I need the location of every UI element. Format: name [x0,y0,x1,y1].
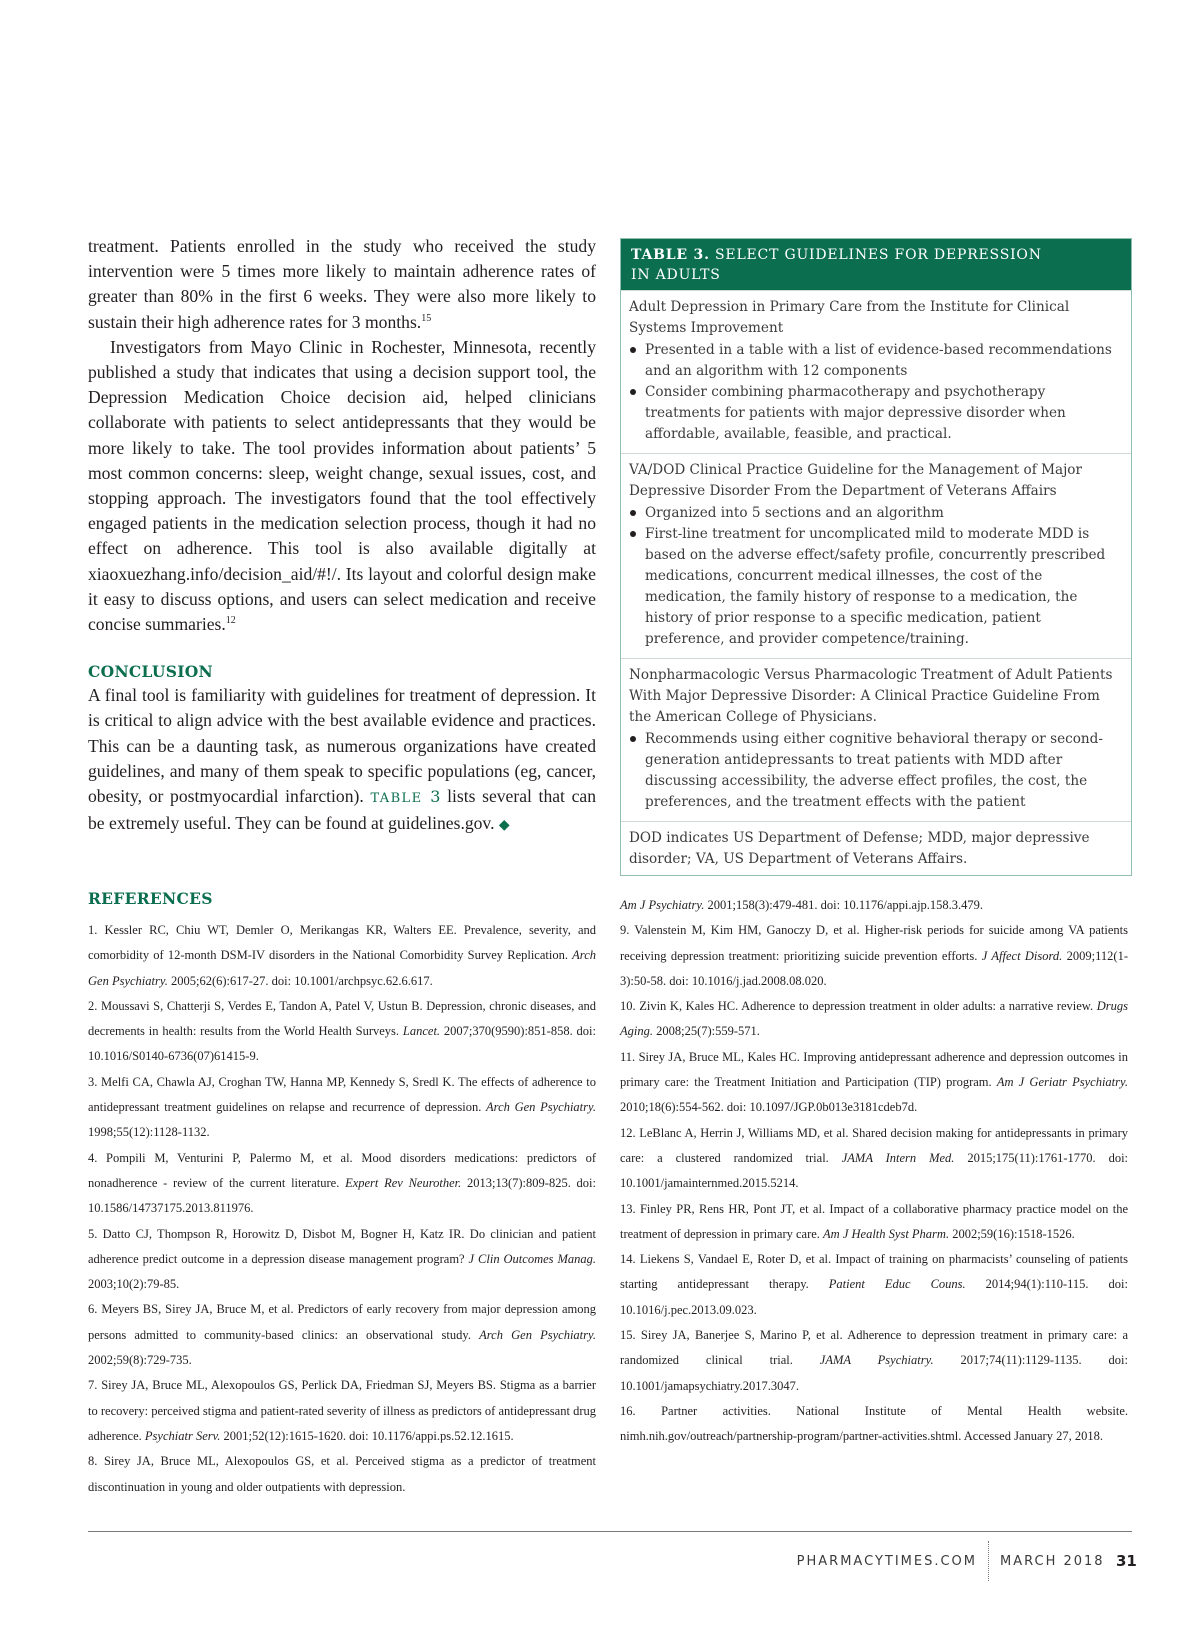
table-section [621,290,1131,453]
table-section [621,453,1131,658]
conclusion-paragraph: A final tool is familiarity with guidelines for treatment of depression. It is critical to align advice with the best available evidence and practices. This can be a daunting task, as numerous organizations have created guidelines, and many of them speak to specific populations (eg, cancer, obesity, or postmyocardial infarction). TABLE 3 lists several that can be extremely useful. They can be found at guidelines.gov. ◆ [88,685,596,834]
table-section [621,658,1131,821]
table-footnote: DOD indicates US Department of Defense; MDD, major depressive disorder; VA, US Department of Veterans Affairs. [621,821,1131,875]
conclusion-heading: CONCLUSION [88,662,214,682]
guideline-title: Nonpharmacologic Versus Pharmacologic Treatment of Adult Patients With Major Depressive Disorder: A Clinical Practice Guideline From the American College of Physicians. [629,667,1113,725]
table-3-reference: TABLE 3 [370,787,441,807]
reference-item: 2. Moussavi S, Chatterji S, Verdes E, Tandon A, Patel V, Ustun B. Depression, chronic diseases, and decrements in health: results from the World Health Surveys. Lancet. 2007;370(9590):851-858. doi: 10.1016/S0140-6736(07)61415-9. [88,998,596,1064]
bullet-item: Recommends using either cognitive behavioral therapy or second-generation antidepressants to treat patients with MDD after discussing accessibility, the adverse effect profiles, the cost, the preferences, and the treatment effects with the patient [629,729,1123,813]
references-heading: REFERENCES [88,889,213,908]
end-mark-icon: ◆ [498,818,510,834]
body-column [88,234,596,838]
reference-item: 16. Partner activities. National Institute of Mental Health website. nimh.nih.gov/outreach/partnership-program/partner-activities.shtml. Accessed January 27, 2018. [620,1403,1128,1444]
footer-divider [988,1541,989,1581]
reference-item: 1. Kessler RC, Chiu WT, Demler O, Merikangas KR, Walters EE. Prevalence, severity, and comorbidity of 12-month DSM-IV disorders in the National Comorbidity Survey Replication. Arch Gen Psychiatry. 2005;62(6):617-27. doi: 10.1001/archpsyc.62.6.617. [88,923,596,988]
guideline-title: VA/DOD Clinical Practice Guideline for the Management of Major Depressive Disorder From the Department of Veterans Affairs [629,462,1082,499]
table-3 [620,238,1132,876]
footer-rule [88,1531,1132,1532]
bullet-item: Presented in a table with a list of evidence-based recommendations and an algorithm with 12 components [629,340,1123,382]
table-3-title-line2: IN ADULTS [631,267,721,283]
citation-15: 15 [421,312,432,324]
reference-item: 3. Melfi CA, Chawla AJ, Croghan TW, Hanna MP, Kennedy S, Sredl K. The effects of adherence to antidepressant treatment guidelines on relapse and recurrence of depression. Arch Gen Psychiatry. 1998;55(12):1128-1132. [88,1074,596,1140]
reference-item: 4. Pompili M, Venturini P, Palermo M, et al. Mood disorders medications: predictors of nonadherence - review of the current literature. Expert Rev Neurother. 2013;13(7):809-825. doi: 10.1586/14737175.2013.811976. [88,1150,596,1216]
table-3-label: TABLE 3. [631,247,710,263]
bullet-item: Consider combining pharmacotherapy and psychotherapy treatments for patients with major depressive disorder when affordable, available, feasible, and practical. [629,382,1123,445]
guideline-bullets [629,503,1123,650]
reference-item: 8. Sirey JA, Bruce ML, Alexopoulos GS, et al. Perceived stigma as a predictor of treatment discontinuation in young and older outpatients with depression. [88,1454,596,1494]
footer-date: MARCH 2018 [1000,1554,1105,1569]
body-paragraph-1: treatment. Patients enrolled in the study who received the study intervention were 5 times more likely to maintain adherence rates of greater than 80% in the first 6 weeks. They were also more likely to sustain their high adherence rates for 3 months.$^{15}$ [88,236,596,332]
references-column-left [88,918,596,1500]
guideline-bullets [629,729,1123,813]
reference-item: 11. Sirey JA, Bruce ML, Kales HC. Improving antidepressant adherence and depression outcomes in primary care: the Treatment Initiation and Participation (TIP) program. Am J Geriatr Psychiatry. 2010;18(6):554-562. doi: 10.1097/JGP.0b013e3181cdeb7d. [620,1049,1128,1115]
reference-item: 14. Liekens S, Vandael E, Roter D, et al. Impact of training on pharmacists’ counseling of patients starting antidepressant therapy. Patient Educ Couns. 2014;94(1):110-115. doi: 10.1016/j.pec.2013.09.023. [620,1252,1128,1317]
bullet-item: First-line treatment for uncomplicated mild to moderate MDD is based on the adverse effect/safety profile, concurrently prescribed medications, concurrent medical illnesses, the cost of the medication, the family history of response to a medication, the history of prior response to a specific medication, patient preference, and provider competence/training. [629,524,1123,650]
guideline-title: Adult Depression in Primary Care from the Institute for Clinical Systems Improvement [629,299,1070,336]
citation-12: 12 [225,615,236,627]
reference-item: 13. Finley PR, Rens HR, Pont JT, et al. Impact of a collaborative pharmacy practice model on the treatment of depression in primary care. Am J Health Syst Pharm. 2002;59(16):1518-1526. [620,1201,1128,1241]
reference-item-continued: Am J Psychiatry. 2001;158(3):479-481. doi: 10.1176/appi.ajp.158.3.479. [620,898,984,912]
reference-item: 6. Meyers BS, Sirey JA, Bruce M, et al. Predictors of early recovery from major depression among persons admitted to community-based clinics: an observational study. Arch Gen Psychiatry. 2002;59(8):729-735. [88,1302,596,1368]
references-column-right [620,893,1128,1450]
reference-item: 12. LeBlanc A, Herrin J, Williams MD, et al. Shared decision making for antidepressants in primary care: a clustered randomized trial. JAMA Intern Med. 2015;175(11):1761-1770. doi: 10.1001/jamainternmed.2015.5214. [620,1125,1129,1191]
bullet-item: Organized into 5 sections and an algorithm [629,503,1123,524]
table-3-header [621,239,1131,290]
reference-item: 5. Datto CJ, Thompson R, Horowitz D, Disbot M, Bogner H, Katz IR. Do clinician and patient adherence predict outcome in a depression disease management program? J Clin Outcomes Manag. 2003;10(2):79-85. [88,1226,597,1292]
reference-item: 15. Sirey JA, Banerjee S, Marino P, et al. Adherence to depression treatment in primary care: a randomized clinical trial. JAMA Psychiatry. 2017;74(11):1129-1135. doi: 10.1001/jamapsychiatry.2017.3047. [620,1328,1128,1393]
reference-item: 10. Zivin K, Kales HC. Adherence to depression treatment in older adults: a narrative review. Drugs Aging. 2008;25(7):559-571. [620,999,1128,1039]
reference-item: 9. Valenstein M, Kim HM, Ganoczy D, et al. Higher-risk periods for suicide among VA patients receiving depression treatment: prioritizing suicide prevention efforts. J Affect Disord. 2009;112(1-3):50-58. doi: 10.1016/j.jad.2008.08.020. [620,923,1128,988]
guideline-bullets [629,340,1123,445]
footer-site: PHARMACYTIMES.COM [796,1554,977,1569]
body-paragraph-2: Investigators from Mayo Clinic in Rochester, Minnesota, recently published a study that indicates that using a decision support tool, the Depression Medication Choice decision aid, helped clinicians collaborate with patients to select antidepressants that they would be more likely to take. The tool provides information about patients’ 5 most common concerns: sleep, weight change, sexual issues, cost, and stopping approach. The investigators found that the tool effectively engaged patients in the medication selection process, though it had no effect on adherence. This tool is also available digitally at xiaoxuezhang.info/decision_aid/#!/. Its layout and colorful design make it easy to discuss options, and users can select medication and receive concise summaries.$^{12}$ [88,336,596,635]
table-3-title: SELECT GUIDELINES FOR DEPRESSION [715,247,1042,263]
reference-item: 7. Sirey JA, Bruce ML, Alexopoulos GS, Perlick DA, Friedman SJ, Meyers BS. Stigma as a barrier to recovery: perceived stigma and patient-rated severity of illness as predictors of antidepressant drug adherence. Psychiatr Serv. 2001;52(12):1615-1620. doi: 10.1176/appi.ps.52.12.1615. [88,1378,596,1443]
page-number: 31 [1116,1552,1137,1570]
